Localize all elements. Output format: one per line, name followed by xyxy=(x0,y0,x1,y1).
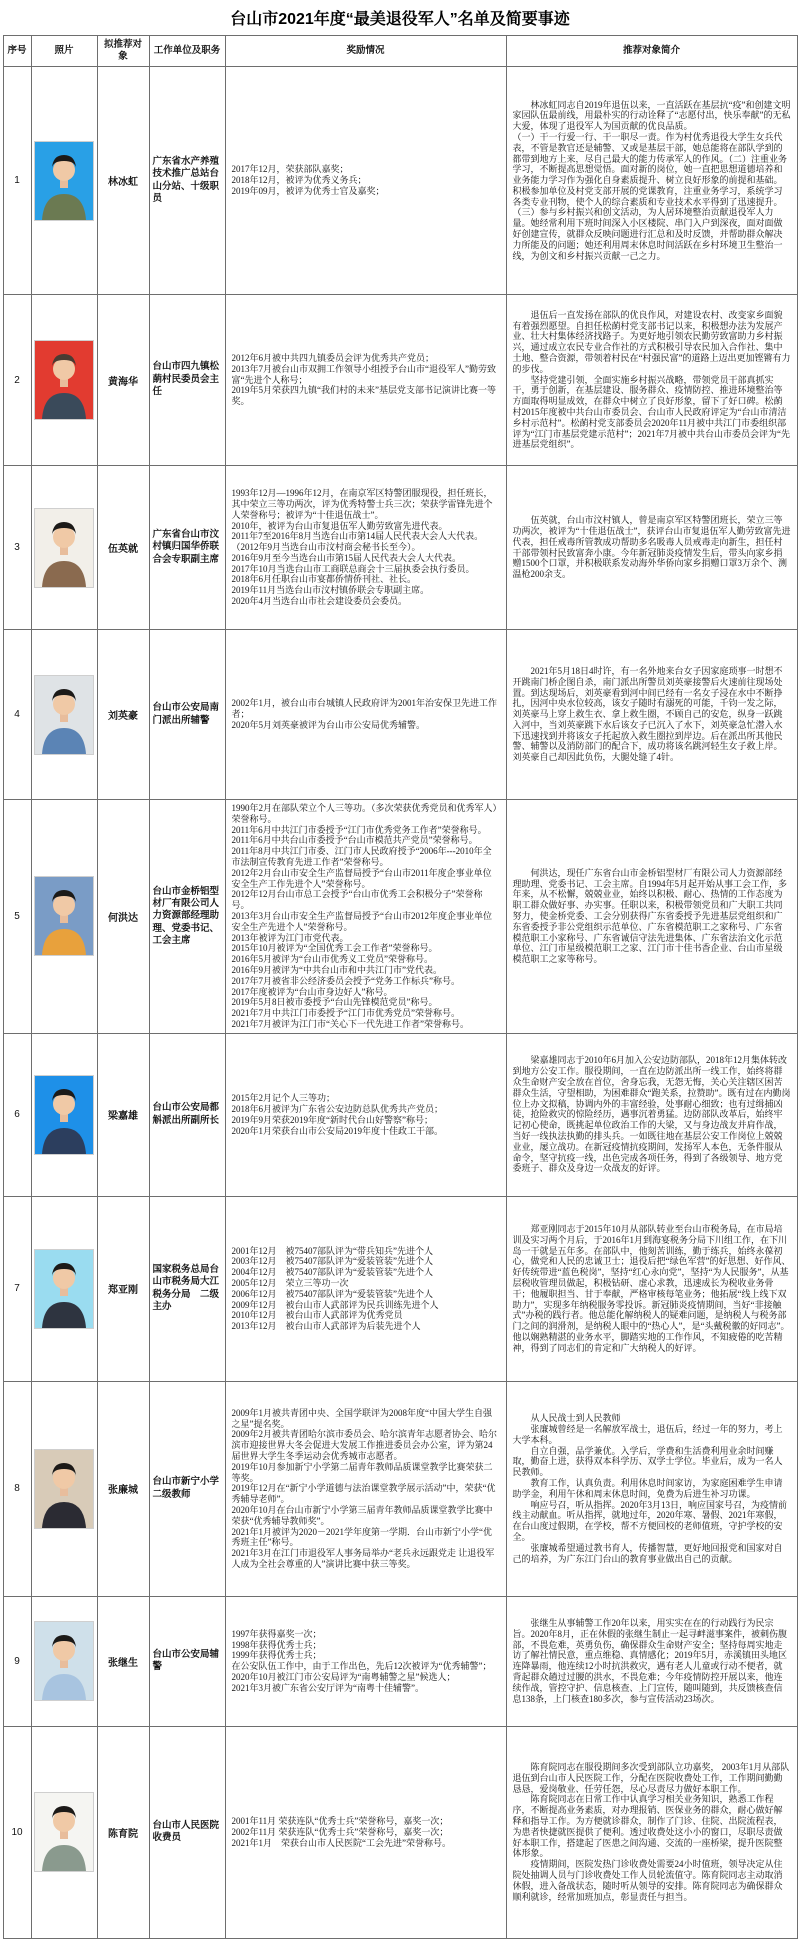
bio-paragraph: 自立自强，品学兼优。入学后，学费和生活费利用业余时间赚取，勤奋上进，获得双本科学历、双学士学位。毕业后，成为一名人民教师。 xyxy=(512,1445,783,1478)
candidate-name-text: 何洪达 xyxy=(108,912,138,924)
bio-cell xyxy=(506,630,797,800)
bio-paragraph: 陈育院同志在日常工作中认真学习相关业务知识，熟悉工作程序，不断提高业务素质，对办理报销、医保业务的群众，耐心做好解释和指导工作。为方便就诊群众，制作了门诊、住院、出院流程表，为患者快捷就医提供了便利。透过收费处这小小的窗口，尽职尽责做好本职工作，搭建起了医患之间沟通、交流的一座桥梁，提升医院整体形象。 xyxy=(512,1794,783,1859)
table-row xyxy=(3,295,797,466)
award-line: 2013年12月 被台山市人武部评为后装先进个人 xyxy=(231,1321,421,1332)
row-number xyxy=(3,1381,31,1596)
portrait-photo xyxy=(35,676,93,754)
photo-cell xyxy=(31,1033,97,1196)
awards-list xyxy=(232,1093,500,1136)
serial-number: 9 xyxy=(14,1655,20,1667)
candidate-name xyxy=(97,466,149,630)
work-unit xyxy=(149,1726,225,1938)
header-row xyxy=(3,36,797,67)
bio-paragraph: 从人民战士到人民教师 xyxy=(530,1413,621,1424)
portrait-photo xyxy=(35,341,93,419)
award-line: 2002年1月，被台山市台城镇人民政府评为2001年治安保卫先进工作者； xyxy=(231,698,498,720)
portrait-photo xyxy=(35,1076,93,1154)
candidate-name-text: 张继生 xyxy=(108,1657,138,1669)
award-line: 2019年12月在“新宁小学道德与法治课堂教学展示活动”中，荣获“优秀辅导老师”。 xyxy=(231,1483,496,1505)
awards-cell xyxy=(225,1033,506,1196)
award-line: 2020年1月荣获台山市公安局2019年度十佳政工干部。 xyxy=(231,1125,444,1136)
award-line: 2013年7月被台山市双拥工作领导小组授予台山市“退役军人”勤劳致富“先进个人称号； xyxy=(231,363,496,385)
award-line: 2019年5月荣获四九镇“我们村的未来”基层党支部书记演讲比赛一等奖。 xyxy=(231,385,496,407)
serial-number: 1 xyxy=(14,175,20,186)
bio-paragraph: 郑亚刚同志于2015年10月从部队转业至台山市税务局，在市局培训及实习两个月后，于2016年1月到海宴税务分局下川组工作，在下川岛一干就是五年多。在部队中，他刻苦训练，勤于练兵，始终永葆初心，做党和人民的忠诚卫士；退役后把“绿色军营”的好思想、好作风、好传统带进“蓝色税岗”，坚持“红心永向党”，坚持“为人民服务”，从基层税收管理员做起，积极钻研、虚心求教，迅速成长为税收业务骨干；他履职担当、甘于奉献，严格审核每笔业务；他拓展“线上线下双助力”，实现多年纳税服务零投诉。新冠肺炎疫情期间，当好“非接触式”办税的践行者。他总能化解纳税人的疑难问题，是纳税人与税务部门之间的润滑剂，是纳税人眼中的“热心人”，是“头戴税徽的好同志”。他以娴熟精湛的业务水平，脚踏实地的工作作风，不知疲倦的吃苦精神，得到了同志们的肯定和广大纳税人的好评。 xyxy=(512,1223,791,1353)
table-row xyxy=(3,1726,797,1938)
bio-paragraph: 教育工作，认真负责。利用休息时间家访，为家庭困难学生申请助学金，利用午休和周末休息时间，免费为后进生补习功课。 xyxy=(512,1477,783,1499)
award-line: 2017年度被评为“台山市身边好人”称号。 xyxy=(231,986,393,997)
awards-cell xyxy=(225,1196,506,1381)
bio-paragraph: 退伍后一直发扬在部队的优良作风，对建设农村、改变家乡面貌有着强烈愿望。自担任松蓢村党支部书记以来，积极想办法为发展产业、壮大村集体经济找路子。为更好地引领农民勤劳致富助力乡村振兴，通过成立农民专业合作社的方式积极引导农民加入合作社、集中土地、整合资源，带领着村民在“村强民富”的道路上迈出更加铿锵有力的步伐。 xyxy=(512,309,791,374)
candidate-name xyxy=(97,1381,149,1596)
bio-cell xyxy=(506,800,797,1034)
award-line: 2016年9月被评为“中共台山市和中共江门市”党代表。 xyxy=(231,964,442,975)
photo-cell xyxy=(31,630,97,800)
photo-cell xyxy=(31,295,97,466)
award-line: 2017年7月被省非公经济委员会授予“党务工作标兵”称号。 xyxy=(231,975,460,986)
table-row xyxy=(3,466,797,630)
award-line: 2015年10月被评为“全国优秀工会工作者”荣誉称号。 xyxy=(231,943,438,954)
candidate-name-text: 梁嘉雄 xyxy=(108,1111,138,1123)
bio-cell xyxy=(506,1196,797,1381)
award-line: 2018年6月任职台山市宴都侨情侨刊社、社长。 xyxy=(231,574,417,585)
award-line: 2021年7月中共江门市委授予“江门市优秀党员”荣誉称号。 xyxy=(231,1008,460,1019)
work-unit-text: 台山市公安局都斛派出所副所长 xyxy=(152,1102,220,1126)
candidate-name xyxy=(97,630,149,800)
award-line: 2012年2月台山市安全生产监督局授予“台山市2011年度企事业单位安全生产工作先进个人”荣誉称号。 xyxy=(231,867,492,889)
award-line: 2006年12月 被75407部队评为“爱装管装”先进个人 xyxy=(231,1288,433,1299)
portrait-photo xyxy=(35,1450,93,1528)
work-unit xyxy=(149,800,225,1034)
bio-text xyxy=(513,1618,791,1704)
awards-cell xyxy=(225,630,506,800)
bio-paragraph: 响应号召，听从指挥。2020年3月13日，响应国家号召，为疫情前线主动献血。听从指挥，就地过年，2020年寒、暑假、2021年寒假，在台山度过假期，在学校，帮不方便回校的老师值班，守护学校的安全。 xyxy=(512,1499,788,1542)
serial-number: 7 xyxy=(14,1283,20,1295)
award-line: 1997年获得嘉奖一次； xyxy=(231,1628,322,1639)
candidate-name xyxy=(97,295,149,466)
award-line: 2021年1月被评为2020－2021学年度第一学期．台山市新宁小学“优秀班主任”称号。 xyxy=(231,1526,492,1548)
bio-text xyxy=(513,1224,791,1354)
award-line: 2011年6月中共台山市委授予“台山市模范共产党员”荣誉称号。 xyxy=(231,835,478,846)
bio-paragraph: 坚持党建引领，全面实施乡村振兴战略，带领党员干部真抓实干，勇于创新，在基层建设、服务群众、疫情防控、推进环境整治等方面取得明显成效，在群众中树立了良好形象，留下了好口碑。松蓢村2015年度被中共台山市委员会、台山市人民政府评定为“台山市清洁乡村示范村”。松蓢村党支部委员会2020年11月被中共江门市委组织部评为“江门市基层党建示范村”；2021年7月被中共台山市委员会评为“先进基层党组织”。 xyxy=(512,374,790,450)
work-unit xyxy=(149,1196,225,1381)
row-number xyxy=(3,1596,31,1726)
awards-list xyxy=(232,1408,500,1570)
bio-text xyxy=(513,310,791,450)
work-unit-text: 台山市金桥铝型材厂有限公司人力资源部经理助理、党委书记、工会主席 xyxy=(152,885,220,946)
award-line: 2018年12月，被评为优秀义务兵； xyxy=(231,175,367,186)
award-line: 2019年10月参加新宁小学第二届青年教师品质课堂教学比赛荣获二等奖。 xyxy=(231,1461,493,1483)
award-line: 2004年12月 被75407部队评为“爱装管装”先进个人 xyxy=(231,1267,433,1278)
bio-paragraph: 张廉城曾经是一名解放军战士，退伍后，经过一年的努力，考上大学本科。 xyxy=(512,1423,783,1445)
serial-number: 10 xyxy=(11,1826,23,1838)
row-number xyxy=(3,800,31,1034)
row-number xyxy=(3,1196,31,1381)
award-line: 2002年11月 荣获连队“优秀士兵”荣誉称号，嘉奖一次； xyxy=(231,1826,449,1837)
award-line: 2017年10月当选台山市工商联总商会十三届执委会执行委员。 xyxy=(231,563,475,574)
bio-cell xyxy=(506,295,797,466)
candidate-name-text: 陈育院 xyxy=(108,1828,138,1840)
award-line: 2001年12月 被75407部队评为“带兵知兵”先进个人 xyxy=(231,1245,433,1256)
award-line: 2018年6月被评为广东省公安边防总队优秀共产党员； xyxy=(231,1103,444,1114)
awards-list xyxy=(232,1816,500,1848)
header-unit: 工作单位及职务 xyxy=(149,36,225,67)
bio-paragraph: 何洪达，现任广东省台山市金桥铝型材厂有限公司人力资源部经理助理、党委书记、工会主席。自1994年5月起开始从事工会工作，多年来，从不松懈，兢兢业业，始终以积极、耐心、热情的工作态度为职工群众做好事、办实事。任职以来，积极带领党员和广大职工共同努力，使金桥党委、工会分别获得广东省委授予先进基层党组织和广东省委授予非公党组织示范单位、广东省模范职工之家称号、广东省模范职工小家称号、广东省诚信守法先进集体、广东省法治文化示范单位、江门市星级模范职工之家、江门市十佳书香企业、台山市星级模范职工之家等称号。 xyxy=(512,867,788,965)
bio-paragraph: 伍英就，台山市汶村镇人，曾是南京军区特警团班长，荣立三等功两次，被评为“十佳退伍战士”，获评台山市复退伍军人勤劳致富先进代表，担任戒毒所管教成功帮助多名吸毒人员戒毒走向新生，担任村干部带领村民致富奔小康。今年新冠肺炎疫情发生后，带头向家乡捐赠1500个口罩，并积极联系发动海外华侨向家乡捐赠口罩3万余个、测温枪200余支。 xyxy=(512,515,791,580)
work-unit-text: 台山市新宁小学二级教师 xyxy=(152,1476,220,1500)
award-line: 2012年12月台山市总工会授予“台山市优秀工会积极分子”荣誉称号。 xyxy=(231,889,483,911)
awards-list xyxy=(232,488,500,607)
award-line: 2016年5月被评为“台山市优秀义工党员”荣誉称号。 xyxy=(231,954,433,965)
work-unit-text: 广东省水产养殖技术推广总站台山分站、十级职员 xyxy=(152,155,220,204)
photo-cell xyxy=(31,1196,97,1381)
serial-number: 8 xyxy=(14,1483,20,1495)
header-awards: 奖励情况 xyxy=(225,36,506,67)
bio-paragraph: 陈育院同志在服役期间多次受到部队立功嘉奖， 2003年1月从部队退伍到台山市人民医院工作，分配在医院收费处工作，工作期间勤勤恳恳，爱岗敬业、任劳任怨，尽心尽责尽力做好本职工作。 xyxy=(512,1762,790,1794)
work-unit xyxy=(149,67,225,295)
bio-text xyxy=(513,100,791,262)
award-line: 2015年2月记个人三等功； xyxy=(231,1093,336,1104)
bio-paragraph: 张廉城希望通过教书育人，传播智慧，更好地回报党和国家对自己的培养，为广东江门台山的教育事业做出自己的贡献。 xyxy=(512,1542,783,1564)
awards-cell xyxy=(225,67,506,295)
award-line: 2012年6月被中共四九镇委员会评为优秀共产党员； xyxy=(231,353,435,363)
serial-number: 2 xyxy=(14,374,20,386)
award-line: 2020年10月被江门市公安局评为“南粤辅警之星”候选人； xyxy=(231,1672,456,1683)
award-line: 2001年11月 荣获连队“优秀士兵”荣誉称号，嘉奖一次； xyxy=(231,1816,449,1827)
awards-list xyxy=(232,353,500,407)
row-number xyxy=(3,295,31,466)
serial-number: 5 xyxy=(14,910,20,922)
page-title: 台山市2021年度“最美退役军人”名单及简要事迹 xyxy=(230,11,570,28)
award-line: 2003年12月 被75407部队评为“爱装管装”先进个人 xyxy=(231,1256,433,1267)
table-row xyxy=(3,1381,797,1596)
bio-text xyxy=(513,515,791,580)
portrait-photo xyxy=(35,509,93,587)
awards-cell xyxy=(225,1726,506,1938)
candidate-name-text: 郑亚刚 xyxy=(108,1285,138,1297)
table-row xyxy=(3,1033,797,1196)
row-number xyxy=(3,630,31,800)
award-line: 1993年12月—1996年12月，在南京军区特警团服现役，担任班长，其中荣立三等功两次，评为优秀特警士兵三次；荣获学雷锋先进个人荣誉称号；被评为“十佳退伍战士”。 xyxy=(231,488,493,520)
serial-number: 4 xyxy=(14,709,20,720)
award-line: 2021年3月被广东省公安厅评为“南粤十佳辅警”。 xyxy=(231,1682,424,1693)
portrait-photo xyxy=(35,1622,93,1700)
awards-cell xyxy=(225,1381,506,1596)
photo-cell xyxy=(31,67,97,295)
award-line: 2009年1月被共青团中央、全国学联评为2008年度“中国大学生自强之星”提名奖。 xyxy=(231,1407,492,1429)
candidate-name-text: 林冰虹 xyxy=(108,177,138,188)
candidate-name-text: 黄海华 xyxy=(108,376,138,388)
award-line: 2011年6月中共江门市委授予“江门市优秀党务工作者”荣誉称号。 xyxy=(231,824,487,835)
serial-number: 3 xyxy=(14,542,20,553)
bio-paragraph: （一）干一行爱一行、干一职尽一责。作为村优秀退役大学生女兵代表，不管是教官还是辅警、又或是基层干部，她总能将在部队学到的都带到地方上来，尽自己最大的能力传承军人的作风。（二）注重业务学习，不断提高思想觉悟。面对新的岗位，她一直把思想道德培养和业务能力学习作为强化自身素质提升、树立良好形象的前提和基础。积极参加单位及村党支部开展的党课教育，注重业务学习，系统学习各类专业刊物，使个人的综合素质和专业技术水平得到了迅速提升。（三）参与乡村振兴和创文活动，为人居环境整治贡献退役军人力量。她经常利用下班时间深入小区楼院、串门入户到深夜，面对面做好创建宣传，就群众反映问题进行汇总和及时反馈，并帮助群众解决力所能及的问题；她还利用周末休息时间活跃在乡村环境卫生整治一线，为创文和乡村振兴贡献一己之力。 xyxy=(512,131,788,261)
portrait-photo xyxy=(35,877,93,955)
awards-list xyxy=(232,164,500,196)
bio-text xyxy=(513,1055,791,1174)
candidate-name-text: 伍英就 xyxy=(108,544,138,555)
portrait-photo xyxy=(35,142,93,220)
row-number xyxy=(3,466,31,630)
work-unit-text: 台山市人民医院收费员 xyxy=(152,1819,220,1844)
bio-cell xyxy=(506,1726,797,1938)
candidate-name xyxy=(97,800,149,1034)
work-unit-text: 台山市公安局南门派出所辅警 xyxy=(152,702,220,726)
award-line: 2020年5月刘英豪被评为台山市公安局优秀辅警。 xyxy=(231,719,426,730)
awards-cell xyxy=(225,466,506,630)
work-unit-text: 广东省台山市汶村镇归国华侨联合会专职副主席 xyxy=(152,528,220,565)
bio-paragraph: 2021年5月18日4时许，有一名外地来台女子因家庭琐事一时想不开跳南门桥企图自杀，南门派出所警员刘英豪接警后火速前往现场处置。到达现场后，刘英豪看到河中间已经有一名女子浸在水中不断挣扎，因河中央水位较高，该女子随时有溺死的可能，千钧一发之际，刘英豪马上穿上救生衣、拿上救生圈，不顾自己的安危，纵身一跃跳入河中，当刘英豪跳下水后该女子已沉入了水下，刘英豪急忙潜入水下迅速找到并将该女子托起放入救生圈拉到岸边。后在派出所其他民警、辅警以及消防部门的配合下，成功将该名跳河轻生女子救上岸。刘英豪自己却因此负伤，大腿处缝了4针。 xyxy=(512,665,783,763)
bio-paragraph: 梁嘉雄同志于2010年6月加入公安边防部队，2018年12月集体转改到地方公安工作。服役期间，一直在边防派出所一线工作，始终将群众生命财产安全放在首位，舍身忘我，无怨无悔，关心关注辖区困苦群众生活，守望相助，为困难群众“跑关系，拉赞助”。既有过在内勤岗位上办文拟稿，协调内外的丰富经验，处事耐心细致；也有过缉捕凶徒，抢险救灾的惊险经历，遇事沉着勇猛。边防部队改革后，始终牢记初心使命，既挑起单位政治工作的大梁，又与身边战友并肩作战，当好一线执法执勤的排头兵。一如既往地在基层公安工作岗位上兢兢业业，屡立战功。在新冠疫情抗疫期间，发扬军人本色，无条件服从命令，坚守抗疫一线，出色完成各项任务，得到了各级领导、地方党委班子、群众及身边一众战友的好评。 xyxy=(512,1055,791,1174)
award-line: 2013年3月台山市安全生产监督局授予“台山市2012年度企事业单位安全生产先进个人”荣誉称号。 xyxy=(231,910,492,932)
award-line: 2019年11月当选台山市汶村镇侨联会专职副主席。 xyxy=(231,585,430,596)
table-row xyxy=(3,67,797,295)
award-line: 2021年7月被评为江门市“关心下一代先进工作者”荣誉称号。 xyxy=(231,1018,469,1029)
bio-cell xyxy=(506,1381,797,1596)
table-body xyxy=(3,67,797,1939)
work-unit-text: 台山市公安局辅警 xyxy=(152,1648,220,1673)
award-line: 2005年12月 荣立三等功一次 xyxy=(231,1277,349,1288)
photo-cell xyxy=(31,800,97,1034)
photo-cell xyxy=(31,1726,97,1938)
awards-list xyxy=(232,698,500,730)
award-line: 1998年获得优秀士兵； xyxy=(231,1639,322,1650)
table-row xyxy=(3,630,797,800)
award-line: 2013年被评为江门市党代表。 xyxy=(231,932,349,943)
award-line: 2010年12月 被台山市人武部评为优秀党员 xyxy=(231,1310,403,1321)
candidate-name xyxy=(97,1196,149,1381)
award-line: 2019年9月荣获2019年度“新时代台山好警察”称号； xyxy=(231,1114,433,1125)
table-row xyxy=(3,1596,797,1726)
photo-cell xyxy=(31,466,97,630)
award-line: 2021年1月 荣获台山市人民医院“工会先进”荣誉称号。 xyxy=(231,1837,451,1848)
header-profile: 推荐对象简介 xyxy=(506,36,797,67)
award-line: 2009年12月 被台山市人武部评为民兵训练先进个人 xyxy=(231,1299,439,1310)
row-number xyxy=(3,67,31,295)
award-line: 1990年2月在部队荣立个人三等功。（多次荣获优秀党员和优秀军人）荣誉称号。 xyxy=(231,803,498,824)
header-serial: 序号 xyxy=(3,36,31,67)
awards-cell xyxy=(225,1596,506,1726)
serial-number: 6 xyxy=(14,1109,20,1121)
bio-text xyxy=(513,1762,791,1902)
work-unit xyxy=(149,466,225,630)
award-line: 2010年，被评为台山市复退伍军人勤劳致富先进代表。 xyxy=(231,520,448,531)
candidate-name xyxy=(97,67,149,295)
award-line: 2009年2月被共青团哈尔滨市委员会、哈尔滨青年志愿者协会、哈尔滨市迎接世界大冬会促进大发展工作推进委员会办公室，评为第24届世界大学生冬季运动会优秀城市志愿者。 xyxy=(231,1429,498,1461)
header-candidate: 拟推荐对象 xyxy=(97,36,149,67)
award-line: 2021年3月在江门市退役军人事务局举办“老兵永远跟党走 让退役军人成为全社会尊重的人”演讲比赛中获三等奖。 xyxy=(231,1548,495,1569)
row-number xyxy=(3,1726,31,1938)
candidate-name-text: 张廉城 xyxy=(108,1485,138,1497)
award-line: 2020年10月在台山市新宁小学第三届青年教师品质课堂教学比赛中荣获“优秀辅导教师奖”。 xyxy=(231,1504,493,1526)
bio-text xyxy=(513,666,791,763)
work-unit-text: 台山市四九镇松蓢村民委员会主任 xyxy=(152,361,220,398)
bio-paragraph: 林冰虹同志自2019年退伍以来，一直活跃在基层抗“疫”和创建文明家园队伍最前线，用最朴实的行动诠释了“志愿付出，快乐奉献”的无私大爱，体现了退役军人为国贡献的优良品质。 xyxy=(512,99,791,132)
bio-text xyxy=(513,1413,791,1564)
row-number xyxy=(3,1033,31,1196)
photo-cell xyxy=(31,1596,97,1726)
work-unit xyxy=(149,1596,225,1726)
table-row xyxy=(3,1196,797,1381)
work-unit xyxy=(149,1381,225,1596)
roster-table xyxy=(3,35,798,1939)
awards-cell xyxy=(225,800,506,1034)
awards-list xyxy=(232,1629,500,1694)
bio-paragraph: 张继生从事辅警工作20年以来，用实实在在的行动践行为民宗旨。2020年8月，正在休假的张继生制止一起寻衅滋事案件，被刺伤腹部，不畏危难，英勇负伤，确保群众生命财产安全；坚持每周实地走访了解社情民意，重点维稳、真情感化；2019年5月，赤溪镇田头地区连降暴雨，他连续12小时抗洪救灾，遇有老人儿童或行动不便者，就背起群众趟过过腰的洪水，不畏危难；今年疫情防控开展以来，他连续作战，管控守护、信息核查、上门宣传，随叫随到，共反馈核查信息138条，上门核查180多次，参与宣传活动23场次。 xyxy=(512,1618,788,1704)
candidate-name xyxy=(97,1596,149,1726)
header-photo: 照片 xyxy=(31,36,97,67)
candidate-name xyxy=(97,1033,149,1196)
bio-text xyxy=(513,868,791,965)
work-unit-text: 国家税务总局台山市税务局大江税务分局 二级主办 xyxy=(152,1264,220,1313)
table-header xyxy=(3,36,797,67)
award-line: 1999年获得优秀士兵； xyxy=(231,1650,322,1661)
award-line: 2011年7至2016年8月当选台山市第14届人民代表大会人大代表。（2012年9月当选台山市汶村商会秘书长至今）。 xyxy=(231,531,484,553)
work-unit xyxy=(149,1033,225,1196)
bio-cell xyxy=(506,1033,797,1196)
awards-list xyxy=(232,1246,500,1332)
award-line: 2019年5月8日被市委授予“台山先锋模范党员”称号。 xyxy=(231,997,438,1008)
awards-list xyxy=(232,803,500,1030)
award-line: 2017年12月，荣获部队嘉奖； xyxy=(231,164,349,175)
award-line: 2019年09月，被评为优秀士官及嘉奖； xyxy=(231,185,385,196)
bio-cell xyxy=(506,67,797,295)
photo-cell xyxy=(31,1381,97,1596)
work-unit xyxy=(149,630,225,800)
award-line: 2011年8月中共江门市委、江门市人民政府授予“2006年---2010年全市法制宣传教育先进工作者”荣誉称号。 xyxy=(231,846,492,867)
award-line: 在公安队伍工作中，由于工作出色，先后12次被评为“优秀辅警”； xyxy=(231,1661,492,1672)
bio-cell xyxy=(506,1596,797,1726)
candidate-name xyxy=(97,1726,149,1938)
portrait-photo xyxy=(35,1250,93,1328)
work-unit xyxy=(149,295,225,466)
portrait-photo xyxy=(35,1793,93,1871)
bio-cell xyxy=(506,466,797,630)
candidate-name-text: 刘英豪 xyxy=(108,711,138,722)
table-row xyxy=(3,800,797,1034)
awards-cell xyxy=(225,295,506,466)
award-line: 2020年4月当选台山市社会建设委员会委员。 xyxy=(231,596,408,607)
bio-paragraph: 疫情期间，医院发热门诊收费处需要24小时值班，领导决定从住院处抽调人员与门诊收费处工作人员轮流值守。陈育院同志主动取消休假，进入备战状态，随时听从领导的安排。陈育院同志为确保群众顺利就诊，经常加班加点，彰显责任与担当。 xyxy=(512,1859,783,1902)
award-line: 2016年9月至今当选台山市第15届人民代表大会人大代表。 xyxy=(231,552,462,563)
